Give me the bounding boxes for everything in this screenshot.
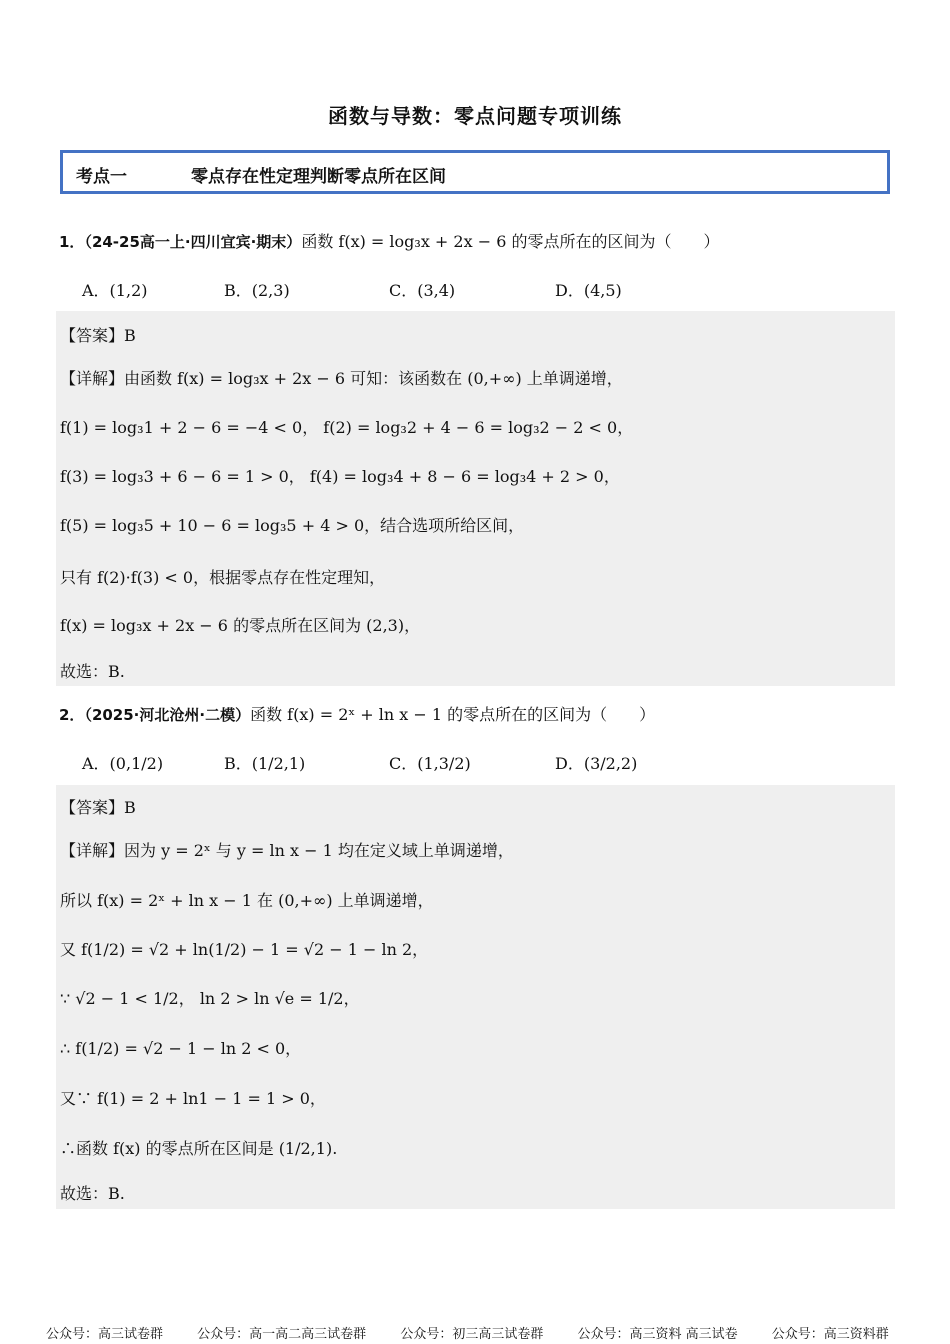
q2-line-2: 所以 f(x) = 2ˣ + ln x − 1 在 (0,+∞) 上单调递增， bbox=[60, 891, 434, 910]
q1-line-6: f(x) = log₃x + 2x − 6 的零点所在区间为 (2,3)， bbox=[60, 616, 421, 635]
q1-number: 1． bbox=[59, 233, 85, 251]
q1-option-a: A．(1,2) bbox=[82, 281, 148, 300]
section-label: 考点一 bbox=[76, 167, 127, 187]
q2-answer-box bbox=[56, 785, 895, 1209]
q1-line-2: f(1) = log₃1 + 2 − 6 = −4 < 0， f(2) = log₃2 + 4 − 6 = log₃2 − 2 < 0， bbox=[60, 418, 634, 437]
page-title: 函数与导数：零点问题专项训练 bbox=[328, 104, 622, 128]
q1-answer: 【答案】B bbox=[60, 326, 136, 345]
footer-item: 公众号：高三资料 高三试卷 bbox=[577, 1327, 738, 1342]
q2-line-7: ∴函数 f(x) 的零点所在区间是 (1/2,1). bbox=[60, 1139, 338, 1158]
q1-answer-box bbox=[56, 311, 895, 686]
section-text: 零点存在性定理判断零点所在区间 bbox=[191, 167, 446, 187]
q2-line-6: 又∵ f(1) = 2 + ln1 − 1 = 1 > 0， bbox=[60, 1089, 326, 1108]
q1-stem: 函数 f(x) = log₃x + 2x − 6 的零点所在的区间为（ ） bbox=[301, 232, 720, 251]
q2-line-3: 又 f(1/2) = √2 + ln(1/2) − 1 = √2 − 1 − ln 2， bbox=[60, 940, 429, 959]
footer-item: 公众号：高三试卷群 bbox=[46, 1327, 164, 1342]
section-header bbox=[60, 150, 890, 194]
q1-option-b: B．(2,3) bbox=[224, 281, 290, 300]
q2-stem: 函数 f(x) = 2ˣ + ln x − 1 的零点所在的区间为（ ） bbox=[250, 705, 656, 724]
q1-line-3: f(3) = log₃3 + 6 − 6 = 1 > 0， f(4) = log₃4 + 8 − 6 = log₃4 + 2 > 0， bbox=[60, 467, 620, 486]
q1-line-1: 【详解】由函数 f(x) = log₃x + 2x − 6 可知：该函数在 (0,+∞) 上单调递增， bbox=[60, 369, 623, 388]
q1-option-d: D．(4,5) bbox=[555, 281, 622, 300]
q2-answer: 【答案】B bbox=[60, 798, 136, 817]
q2-line-8: 故选：B. bbox=[60, 1184, 125, 1203]
q1-source: （24-25高一上·四川宜宾·期末） bbox=[84, 233, 302, 251]
q1-option-c: C．(3,4) bbox=[389, 281, 456, 300]
footer-item: 公众号：初三高三试卷群 bbox=[400, 1327, 544, 1342]
q2-line-4: ∵ √2 − 1 < 1/2， ln 2 > ln √e = 1/2， bbox=[60, 989, 360, 1008]
q2-option-a: A．(0,1/2) bbox=[82, 754, 164, 773]
q2-source: （2025·河北沧州·二模） bbox=[84, 706, 251, 724]
q2-option-b: B．(1/2,1) bbox=[224, 754, 306, 773]
footer-item: 公众号：高一高二高三试卷群 bbox=[197, 1327, 367, 1342]
q2-line-5: ∴ f(1/2) = √2 − 1 − ln 2 < 0， bbox=[60, 1039, 302, 1058]
q2-number: 2． bbox=[59, 706, 85, 724]
question-1 bbox=[59, 229, 719, 252]
footer-item: 公众号：高三资料群 bbox=[771, 1327, 889, 1342]
question-2 bbox=[59, 702, 655, 725]
q1-line-7: 故选：B. bbox=[60, 662, 125, 681]
q1-line-5: 只有 f(2)·f(3) < 0，根据零点存在性定理知， bbox=[60, 568, 386, 587]
q2-option-d: D．(3/2,2) bbox=[555, 754, 638, 773]
q2-line-1: 【详解】因为 y = 2ˣ 与 y = ln x − 1 均在定义域上单调递增， bbox=[60, 841, 514, 860]
q1-line-4: f(5) = log₃5 + 10 − 6 = log₃5 + 4 > 0，结合选项所给区间， bbox=[60, 516, 525, 535]
q2-option-c: C．(1,3/2) bbox=[389, 754, 471, 773]
footer bbox=[46, 1323, 916, 1342]
